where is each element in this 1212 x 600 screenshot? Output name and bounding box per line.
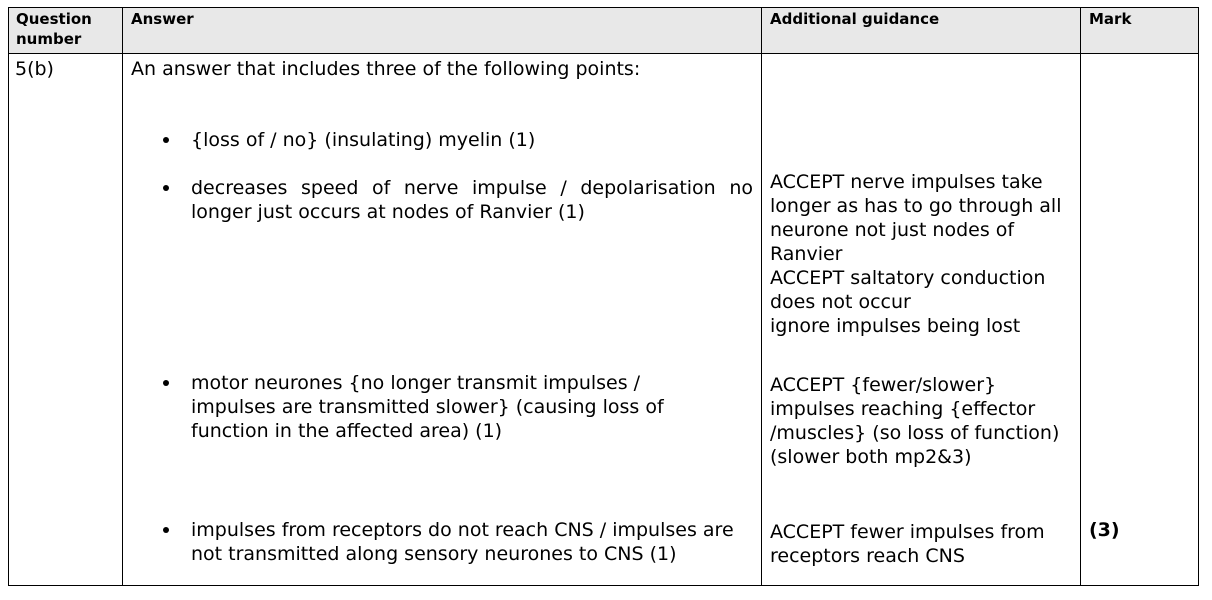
guidance-point-2: ACCEPT nerve impulses take longer as has to go through all neurone not just nodes of Ranvier ACCEPT saltatory conduction does not occur ignore impulses being lost [770,171,1062,337]
table-top-border [8,7,1199,8]
bullet-icon [163,185,169,191]
table-left-border [8,7,9,586]
header-mark: Mark [1089,10,1132,28]
answer-point-3: motor neurones {no longer transmit impulses / impulses are transmitted slower} (causing loss of function in the affected area) (1) [191,372,664,442]
column-divider-answer [122,7,123,586]
column-divider-mark [1080,7,1081,586]
table-bottom-border [8,585,1199,586]
header-answer: Answer [131,10,194,28]
bullet-icon [163,137,169,143]
answer-point-4: impulses from receptors do not reach CNS / impulses are not transmitted along sensory neurones to CNS (1) [191,519,734,565]
column-divider-guidance [761,7,762,586]
header-question-number: Question number [16,10,92,48]
answer-intro: An answer that includes three of the following points: [131,58,641,80]
question-number-cell: 5(b) [15,58,54,80]
answer-point-1: {loss of / no} (insulating) myelin (1) [191,129,536,151]
header-additional-guidance: Additional guidance [770,10,940,28]
bullet-icon [163,380,169,386]
guidance-point-4: ACCEPT fewer impulses from receptors reach CNS [770,521,1045,567]
mark-value: (3) [1089,519,1120,541]
table-right-border [1198,7,1199,586]
guidance-point-3: ACCEPT {fewer/slower} impulses reaching {effector /muscles} (so loss of function) (slower both mp2&3) [770,374,1060,468]
answer-point-2: decreases speed of nerve impulse / depolarisation no longer just occurs at nodes of Ranvier (1) [191,177,753,223]
bullet-icon [163,527,169,533]
header-divider [8,53,1199,54]
